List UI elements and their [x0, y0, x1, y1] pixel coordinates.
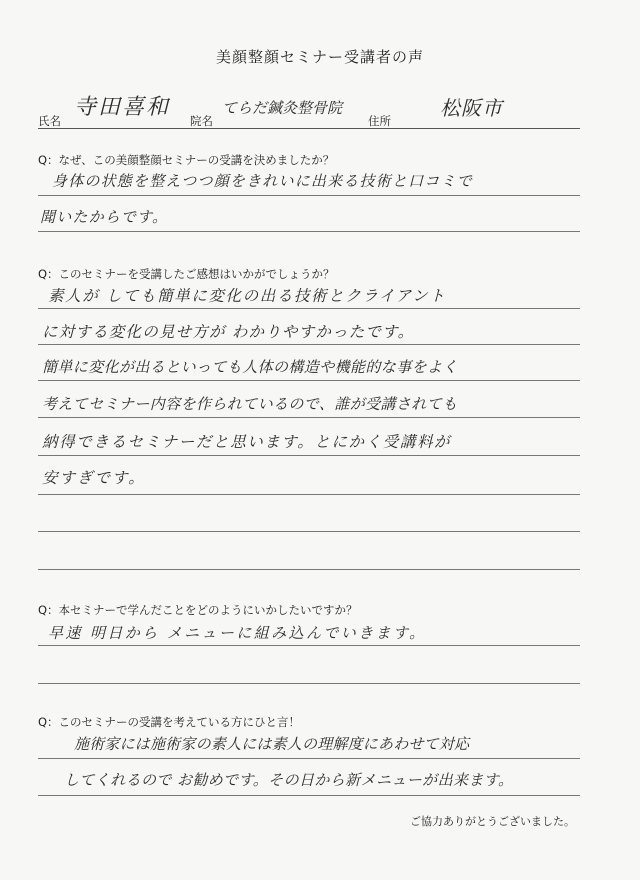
ruled-line	[38, 231, 580, 232]
answer-2-line-5: 納得できるセミナーだと思います。とにかく受講料が	[42, 433, 452, 451]
info-underline	[38, 128, 580, 129]
page-title: 美顔整顔セミナー受講者の声	[215, 48, 424, 66]
clinic-label: 院名	[190, 114, 213, 128]
ruled-line	[38, 308, 580, 309]
ruled-line	[38, 195, 580, 196]
ruled-line	[38, 455, 580, 456]
name-label: 氏名	[38, 114, 61, 128]
question-2: Q：このセミナーを受講したご感想はいかがでしょうか？	[38, 267, 335, 281]
ruled-line	[38, 569, 580, 570]
name-value: 寺田喜和	[74, 95, 171, 120]
clinic-value: てらだ鍼灸整骨院	[222, 99, 343, 117]
question-1: Q：なぜ、この美顔整顔セミナーの受講を決めましたか？	[38, 153, 335, 167]
answer-1-line-1: 身体の状態を整えつつ顔をきれいに出来る技術と口コミで	[52, 172, 473, 190]
answer-3-line-1: 早速 明日から メニューに組み込んでいきます。	[48, 624, 427, 642]
answer-4-line-2: してくれるので お勧めです。その日から新メニューが出来ます。	[64, 771, 514, 789]
answer-1-line-2: 聞いたからです。	[40, 208, 169, 226]
ruled-line	[38, 758, 580, 759]
ruled-line	[38, 645, 580, 646]
ruled-line	[38, 344, 580, 345]
question-3: Q：本セミナーで学んだことをどのようにいかしたいですか？	[38, 603, 358, 617]
answer-2-line-6: 安すぎです。	[42, 469, 146, 487]
ruled-line	[38, 795, 580, 796]
answer-2-line-4: 考えてセミナー内容を作られているので、誰が受講されても	[42, 395, 458, 413]
ruled-line	[38, 417, 580, 418]
ruled-line	[38, 494, 580, 495]
answer-2-line-2: に対する変化の見せ方が わかりやすかったです。	[42, 323, 415, 341]
ruled-line	[38, 380, 580, 381]
address-value: 松阪市	[440, 96, 503, 120]
ruled-line	[38, 531, 580, 532]
address-label: 住所	[368, 114, 391, 128]
answer-4-line-1: 施術家には施術家の素人には素人の理解度にあわせて対応	[74, 735, 470, 753]
question-4: Q：このセミナーの受講を考えている方にひと言！	[38, 715, 301, 729]
thanks-note: ご協力ありがとうございました。	[410, 815, 575, 828]
answer-2-line-1: 素人が しても簡単に変化の出る技術とクライアント	[48, 287, 447, 305]
ruled-line	[38, 683, 580, 684]
answer-2-line-3: 簡単に変化が出るといっても人体の構造や機能的な事をよく	[42, 358, 458, 376]
